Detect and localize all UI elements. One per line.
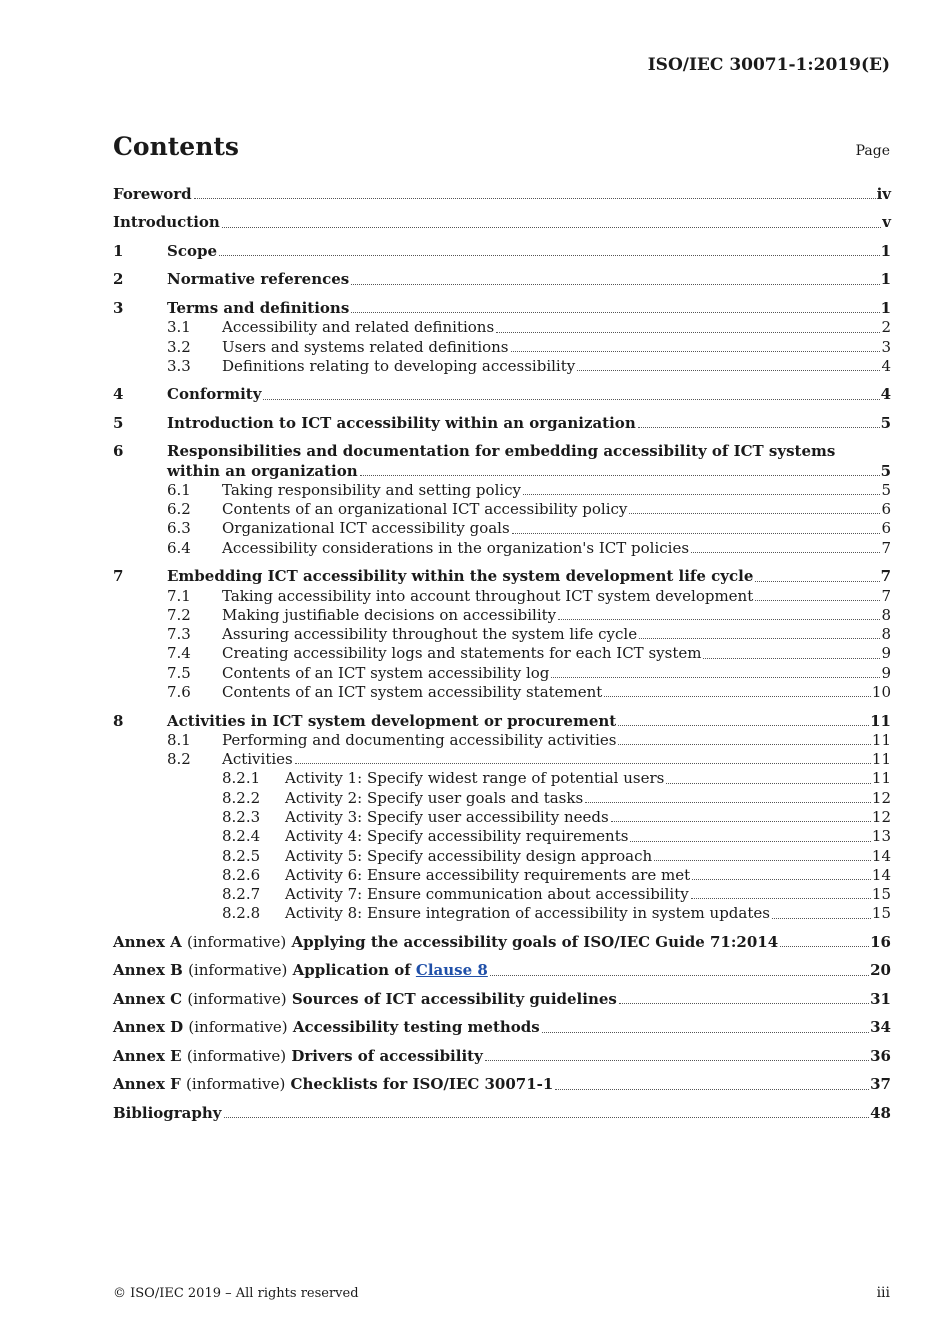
toc-entry-label-continued: within an organization — [167, 461, 358, 480]
toc-entry-label — [113, 1018, 540, 1037]
dot-leader — [577, 370, 880, 371]
toc-entry-label: Activity 3: Specify user accessibility needs — [285, 808, 609, 826]
toc-entry-label: Making justifiable decisions on accessibility — [222, 605, 557, 624]
toc-entry-6-heading[interactable] — [113, 442, 891, 461]
toc-entry-annex-b[interactable] — [113, 961, 891, 980]
page-title: Contents — [113, 132, 240, 161]
toc-entry-8-2[interactable] — [113, 750, 891, 769]
dot-leader — [638, 427, 880, 428]
toc-entry-page: 1 — [880, 241, 891, 260]
dot-leader — [604, 696, 871, 697]
page-column-label: Page — [855, 143, 890, 159]
toc-entry-label: Activities — [222, 750, 293, 769]
toc-entry-page: 37 — [870, 1075, 891, 1094]
toc-entry-label: Responsibilities and documentation for embedding accessibility of ICT systems — [167, 442, 836, 461]
toc-entry-page: 7 — [880, 567, 891, 586]
dot-leader — [551, 677, 880, 678]
annex-tag: Annex F — [113, 1075, 181, 1094]
toc-entry-8-2-7[interactable] — [113, 885, 891, 904]
toc-entry-7-6[interactable] — [113, 683, 891, 702]
toc-entry-6-2[interactable] — [113, 500, 891, 519]
dot-leader — [630, 841, 870, 842]
toc-entry-label: Activity 8: Ensure integration of accessibility in system updates — [285, 904, 770, 923]
toc-entry-page: 5 — [880, 461, 891, 480]
toc-entry-label: Contents of an ICT system accessibility log — [222, 663, 550, 682]
toc-entry-label: Assuring accessibility throughout the system life cycle — [222, 625, 638, 644]
dot-leader — [639, 638, 880, 639]
toc-entry-number: 6.1 — [167, 480, 191, 499]
toc-entry-page: 10 — [871, 683, 891, 702]
dot-leader — [780, 946, 869, 947]
toc-entry-label: Activity 7: Ensure communication about accessibility — [285, 885, 689, 904]
toc-entry-number: 7.6 — [167, 683, 191, 702]
toc-entry-page: 8 — [881, 625, 891, 644]
dot-leader — [490, 975, 869, 976]
toc-entry-8-1[interactable] — [113, 731, 891, 750]
toc-entry-label — [113, 1075, 553, 1094]
toc-entry-annex-f[interactable] — [113, 1075, 891, 1094]
dot-leader — [618, 725, 869, 726]
toc-entry-page: 7 — [881, 586, 891, 605]
toc-entry-number: 7.4 — [167, 644, 191, 663]
dot-leader — [629, 513, 880, 514]
toc-entry-page: 1 — [880, 298, 891, 317]
toc-entry-number: 8.2.1 — [222, 769, 261, 788]
dot-leader — [619, 1003, 869, 1004]
toc-entry-page: 7 — [881, 538, 891, 557]
dot-leader — [351, 312, 879, 313]
toc-entry-8-2-8[interactable] — [113, 904, 891, 923]
annex-informative: (informative) — [187, 932, 287, 951]
dot-leader — [263, 399, 879, 400]
toc-entry-8-2-1[interactable] — [113, 769, 891, 788]
toc-entry-number: 8.1 — [167, 730, 191, 749]
annex-title: Sources of ICT accessibility guidelines — [291, 989, 617, 1008]
dot-leader — [585, 802, 871, 803]
dot-leader — [194, 198, 876, 199]
clause-8-link[interactable]: Clause 8 — [415, 961, 488, 980]
annex-informative: (informative) — [188, 961, 288, 980]
toc-entry-3[interactable] — [113, 299, 891, 318]
dot-leader — [542, 1032, 869, 1033]
toc-entry-page: 5 — [881, 480, 891, 499]
annex-title: Accessibility testing methods — [292, 1018, 540, 1037]
toc-entry-label: Foreword — [113, 185, 192, 203]
dot-leader — [555, 1089, 869, 1090]
toc-entry-page: 14 — [871, 865, 891, 884]
toc-entry-label: Definitions relating to developing accessibility — [222, 356, 576, 375]
toc-entry-1[interactable] — [113, 242, 891, 261]
toc-entry-page: 9 — [881, 663, 891, 682]
toc-entry-3-3[interactable] — [113, 357, 891, 376]
toc-entry-page: 15 — [871, 904, 891, 923]
dot-leader — [485, 1060, 869, 1061]
toc-entry-number: 8 — [113, 711, 124, 730]
dot-leader — [692, 879, 871, 880]
toc-entry-number: 3.3 — [167, 356, 191, 375]
toc-entry-8-2-5[interactable] — [113, 847, 891, 866]
toc-entry-label: Taking responsibility and setting policy — [222, 480, 522, 499]
toc-entry-number: 6.2 — [167, 500, 191, 519]
toc-entry-page: v — [882, 213, 891, 232]
annex-informative: (informative) — [188, 1018, 288, 1037]
toc-entry-page: 11 — [871, 769, 891, 788]
toc-entry-label: Accessibility considerations in the organization's ICT policies — [222, 538, 690, 557]
toc-entry-label: Taking accessibility into account throughout ICT system development — [222, 586, 754, 605]
toc-entry-label — [113, 1047, 483, 1066]
toc-entry-page: 2 — [881, 318, 891, 337]
toc-entry-7-3[interactable] — [113, 625, 891, 644]
toc-entry-annex-a[interactable] — [113, 933, 891, 952]
toc-entry-number: 7.3 — [167, 625, 191, 644]
dot-leader — [511, 351, 881, 352]
dot-leader — [558, 619, 880, 620]
toc-entry-label: Activity 2: Specify user goals and tasks — [285, 788, 584, 807]
document-id: ISO/IEC 30071-1:2019(E) — [647, 55, 890, 75]
toc-entry-page: 13 — [871, 827, 891, 846]
toc-entry-page: 12 — [871, 808, 891, 826]
toc-entry-number: 8.2.7 — [222, 885, 261, 904]
toc-entry-page: 8 — [881, 605, 891, 624]
toc-entry-number: 3.1 — [167, 318, 191, 337]
annex-title: Application of — [292, 961, 411, 980]
annex-informative: (informative) — [187, 989, 287, 1008]
toc-entry-label: Organizational ICT accessibility goals — [222, 519, 510, 538]
toc-entry-page: 48 — [870, 1103, 891, 1122]
toc-entry-page: 14 — [871, 846, 891, 865]
toc-entry-page: 31 — [870, 989, 891, 1008]
dot-leader — [618, 744, 870, 745]
toc-entry-page: 5 — [880, 413, 891, 432]
toc-entry-6-4[interactable] — [113, 539, 891, 558]
dot-leader — [351, 284, 879, 285]
toc-entry-label — [113, 961, 488, 980]
toc-entry-number: 8.2.3 — [222, 808, 261, 826]
dot-leader — [496, 332, 880, 333]
toc-entry-label — [113, 933, 778, 952]
dot-leader — [222, 227, 881, 228]
annex-tag: Annex C — [113, 989, 183, 1008]
toc-entry-label: Introduction — [113, 213, 220, 232]
toc-entry-7-5[interactable] — [113, 664, 891, 683]
toc-entry-number: 6 — [113, 442, 124, 461]
toc-entry-label: Creating accessibility logs and statements for each ICT system — [222, 644, 702, 663]
toc-entry-8-2-2[interactable] — [113, 789, 891, 808]
toc-entry-label: Activity 4: Specify accessibility requirements — [285, 827, 629, 846]
toc-entry-6-1[interactable] — [113, 481, 891, 500]
toc-entry-5[interactable] — [113, 414, 891, 433]
toc-entry-label: Activity 6: Ensure accessibility requirements are met — [285, 865, 691, 884]
toc-entry-label: Bibliography — [113, 1103, 222, 1122]
toc-entry-annex-d[interactable] — [113, 1018, 891, 1037]
toc-entry-page: 11 — [871, 750, 891, 769]
toc-entry-number: 8.2.2 — [222, 788, 261, 807]
dot-leader — [219, 255, 880, 256]
toc-entry-label: Introduction to ICT accessibility within an organization — [167, 413, 636, 432]
toc-entry-number: 6.4 — [167, 538, 191, 557]
annex-tag: Annex E — [113, 1046, 182, 1065]
toc-entry-number: 6.3 — [167, 519, 191, 538]
toc-entry-number: 7.2 — [167, 605, 191, 624]
toc-entry-foreword[interactable] — [113, 185, 891, 204]
toc-entry-number: 8.2.4 — [222, 827, 261, 846]
toc-entry-page: 1 — [880, 270, 891, 289]
toc-entry-7-4[interactable] — [113, 644, 891, 663]
toc-entry-annex-e[interactable] — [113, 1047, 891, 1066]
toc-entry-8-2-6[interactable] — [113, 866, 891, 885]
toc-entry-8-2-3[interactable] — [113, 808, 891, 827]
dot-leader — [703, 658, 880, 659]
toc-entry-3-1[interactable] — [113, 318, 891, 337]
dot-leader — [523, 494, 880, 495]
toc-entry-6-3[interactable] — [113, 519, 891, 538]
table-of-contents — [113, 185, 891, 1123]
toc-entry-label: Activities in ICT system development or procurement — [167, 711, 617, 730]
toc-entry-number: 1 — [113, 241, 124, 260]
toc-entry-label: Scope — [167, 241, 218, 260]
toc-entry-page: 4 — [880, 385, 891, 404]
toc-entry-2[interactable] — [113, 270, 891, 289]
toc-entry-8-2-4[interactable] — [113, 827, 891, 846]
toc-entry-page: 20 — [870, 961, 891, 980]
toc-entry-7-1[interactable] — [113, 587, 891, 606]
dot-leader — [755, 600, 880, 601]
toc-entry-page: 12 — [871, 788, 891, 807]
annex-tag: Annex B — [113, 961, 183, 980]
dot-leader — [772, 918, 871, 919]
toc-entry-page: 15 — [871, 885, 891, 904]
toc-entry-number: 7 — [113, 567, 124, 586]
toc-entry-bibliography[interactable] — [113, 1104, 891, 1123]
annex-informative: (informative) — [186, 1075, 286, 1094]
toc-entry-label — [113, 990, 617, 1009]
annex-tag: Annex D — [113, 1018, 184, 1037]
dot-leader — [691, 552, 880, 553]
toc-entry-page: 4 — [881, 356, 891, 375]
toc-entry-number: 2 — [113, 270, 124, 289]
toc-entry-7[interactable] — [113, 567, 891, 586]
toc-entry-6[interactable] — [113, 462, 891, 481]
toc-entry-page: 6 — [881, 519, 891, 538]
toc-entry-label: Accessibility and related definitions — [222, 318, 495, 337]
toc-entry-page: 6 — [881, 500, 891, 519]
toc-entry-page: 16 — [870, 932, 891, 951]
toc-entry-number: 8.2.5 — [222, 846, 261, 865]
toc-entry-number: 3 — [113, 298, 124, 317]
toc-entry-page: 11 — [871, 730, 891, 749]
toc-entry-label: Terms and definitions — [167, 298, 350, 317]
toc-entry-number: 8.2.8 — [222, 904, 261, 923]
toc-entry-label: Embedding ICT accessibility within the system development life cycle — [167, 567, 754, 586]
toc-entry-label: Performing and documenting accessibility activities — [222, 730, 617, 749]
toc-entry-introduction[interactable] — [113, 213, 891, 232]
toc-entry-label: Conformity — [167, 385, 262, 404]
toc-entry-page: 11 — [870, 711, 891, 730]
toc-entry-label: Normative references — [167, 270, 350, 289]
toc-entry-page: 9 — [881, 644, 891, 663]
annex-tag: Annex A — [113, 932, 182, 951]
dot-leader — [691, 898, 871, 899]
annex-informative: (informative) — [186, 1046, 287, 1065]
toc-entry-number: 8.2.6 — [222, 865, 261, 884]
dot-leader — [611, 821, 871, 822]
toc-entry-label: Contents of an ICT system accessibility statement — [222, 683, 603, 702]
footer-page-number: iii — [876, 1285, 890, 1301]
footer-copyright: © ISO/IEC 2019 – All rights reserved — [113, 1286, 359, 1301]
toc-entry-label: Activity 1: Specify widest range of potential users — [285, 769, 665, 788]
toc-entry-3-2[interactable] — [113, 338, 891, 357]
toc-entry-number: 8.2 — [167, 750, 191, 769]
annex-title: Drivers of accessibility — [291, 1046, 483, 1065]
dot-leader — [224, 1117, 870, 1118]
dot-leader — [666, 783, 871, 784]
toc-entry-page: 34 — [870, 1018, 891, 1037]
toc-entry-8[interactable] — [113, 712, 891, 731]
toc-entry-4[interactable] — [113, 385, 891, 404]
dot-leader — [654, 860, 871, 861]
toc-entry-label: Users and systems related definitions — [222, 337, 509, 356]
toc-entry-page: 36 — [870, 1046, 891, 1065]
toc-entry-number: 5 — [113, 413, 124, 432]
annex-title: Applying the accessibility goals of ISO/IEC Guide 71:2014 — [291, 932, 779, 951]
annex-title: Checklists for ISO/IEC 30071-1 — [290, 1075, 554, 1094]
dot-leader — [755, 581, 879, 582]
dot-leader — [360, 475, 880, 476]
toc-entry-7-2[interactable] — [113, 606, 891, 625]
toc-entry-number: 4 — [113, 385, 124, 404]
toc-entry-number: 7.1 — [167, 586, 191, 605]
toc-entry-page: iv — [876, 185, 891, 203]
toc-entry-number: 7.5 — [167, 663, 191, 682]
toc-entry-label: Contents of an organizational ICT accessibility policy — [222, 500, 628, 519]
toc-entry-page: 3 — [881, 337, 891, 356]
dot-leader — [295, 763, 871, 764]
toc-entry-label: Activity 5: Specify accessibility design approach — [285, 846, 653, 865]
toc-entry-number: 3.2 — [167, 337, 191, 356]
dot-leader — [512, 533, 881, 534]
toc-entry-annex-c[interactable] — [113, 990, 891, 1009]
